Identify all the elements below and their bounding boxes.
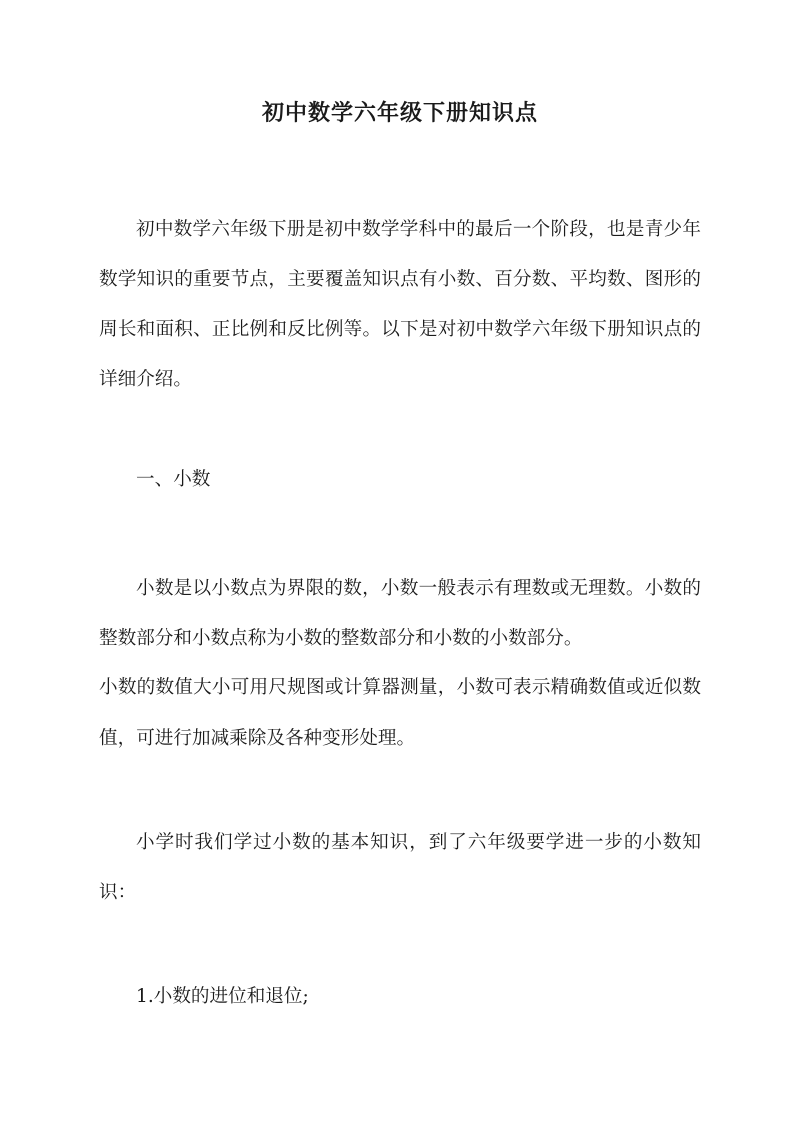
section-paragraph: 小数是以小数点为界限的数，小数一般表示有理数或无理数。小数的整数部分和小数点称为小数的整数部分和小数的小数部分。 xyxy=(99,578,701,649)
list-item: 1.小数的进位和退位; xyxy=(136,986,309,1007)
section-paragraph: 小数的数值大小可用尺规图或计算器测量，小数可表示精确数值或近似数值，可进行加减乘除及各种变形处理。 xyxy=(99,677,701,749)
document-title: 初中数学六年级下册知识点 xyxy=(261,100,538,126)
intro-paragraph: 初中数学六年级下册是初中数学学科中的最后一个阶段，也是青少年数学知识的重要节点，主要覆盖知识点有小数、百分数、平均数、图形的周长和面积、正比例和反比例等。以下是对初中数学六年级下册知识点的详细介绍。 xyxy=(99,219,701,390)
section-heading: 一、小数 xyxy=(136,469,211,490)
section-paragraph: 小学时我们学过小数的基本知识，到了六年级要学进一步的小数知识： xyxy=(99,832,701,903)
